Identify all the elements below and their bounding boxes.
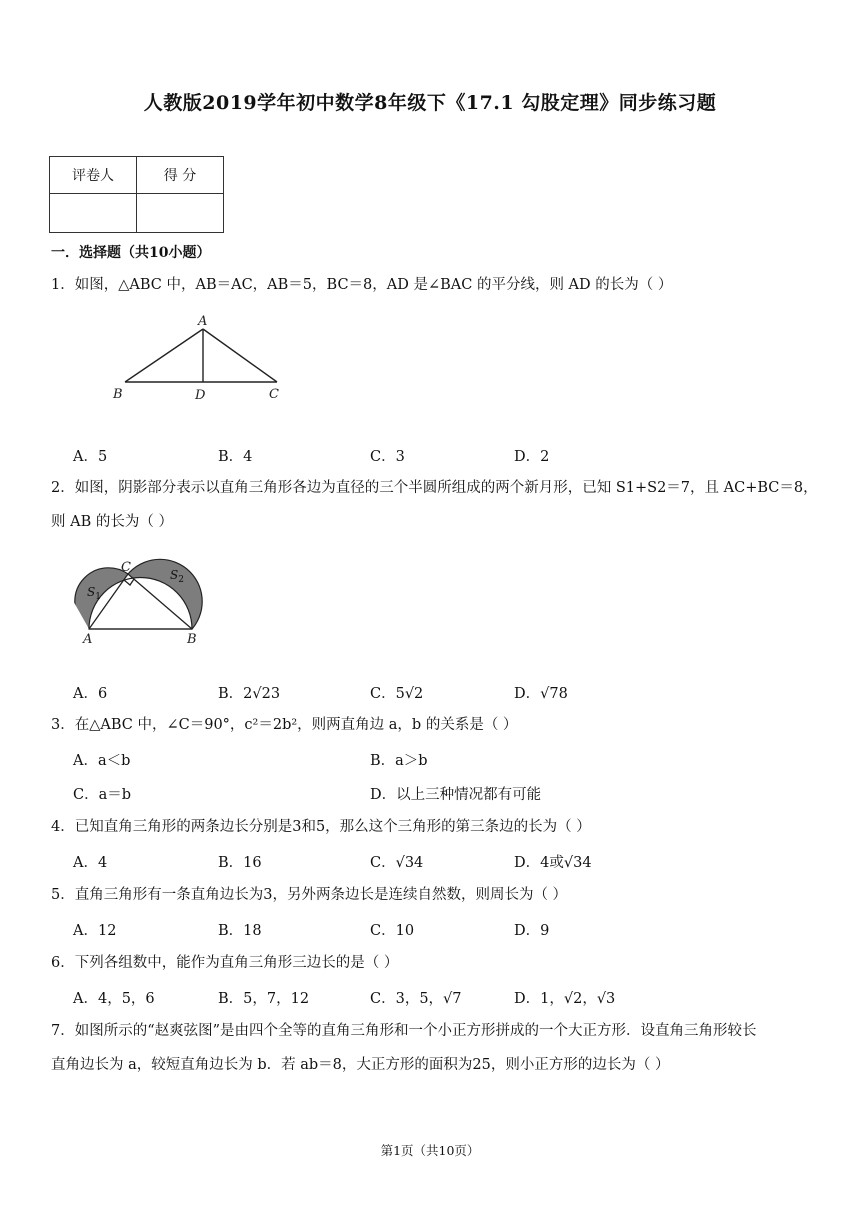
q4-option-a[interactable]: A．4: [73, 855, 108, 871]
q3-option-a[interactable]: A．a＜b: [73, 753, 131, 769]
crescent-figure-q2: [74, 556, 219, 648]
q2-option-c[interactable]: C．5√2: [370, 686, 424, 702]
triangle-figure-q1: [105, 312, 290, 407]
q1-option-a[interactable]: A．5: [73, 449, 108, 465]
q3-option-d[interactable]: D．以上三种情况都有可能: [370, 787, 542, 803]
q3-option-b[interactable]: B．a＞b: [370, 753, 428, 769]
q2-option-b[interactable]: B．2√23: [218, 686, 281, 702]
vertex-b-label: B: [113, 387, 123, 402]
s2-label: $S_2$: [170, 568, 184, 585]
q6-option-b[interactable]: B．5，7，12: [218, 991, 310, 1007]
question-1: 1．如图，△ABC 中，AB＝AC，AB＝5，BC＝8，AD 是∠BAC 的平分线，则 AD 的长为（ ）: [51, 277, 673, 293]
s1-label: $S_1$: [87, 585, 101, 602]
q4-option-b[interactable]: B．16: [218, 855, 262, 871]
q1-option-c[interactable]: C．3: [370, 449, 405, 465]
section-heading: 一．选择题（共10小题）: [51, 245, 211, 261]
q5-option-a[interactable]: A．12: [73, 923, 117, 939]
q1-option-b[interactable]: B．4: [218, 449, 253, 465]
question-4: 4．已知直角三角形的两条边长分别是3和5，那么这个三角形的第三条边的长为（ ）: [51, 819, 591, 835]
question-7-line-1: 7．如图所示的“赵爽弦图”是由四个全等的直角三角形和一个小正方形拼成的一个大正方形．设直角三角形较长: [51, 1023, 757, 1039]
q6-option-d[interactable]: D．1，√2，√3: [514, 991, 616, 1007]
vertex-a-label-q2: A: [83, 632, 93, 647]
vertex-a-label: A: [198, 314, 208, 329]
vertex-d-label: D: [195, 388, 206, 403]
q4-option-d[interactable]: D．4或√34: [514, 855, 592, 871]
score-header-score: 得 分: [137, 157, 224, 194]
question-2-line-2: 则 AB 的长为（ ）: [51, 514, 173, 530]
question-7-line-2: 直角边长为 a，较短直角边长为 b．若 ab＝8，大正方形的面积为25，则小正方形的边长为（ ）: [51, 1057, 670, 1073]
q6-option-a[interactable]: A．4，5，6: [73, 991, 155, 1007]
page-footer: 第1页（共10页）: [380, 1143, 480, 1158]
question-6: 6．下列各组数中，能作为直角三角形三边长的是（ ）: [51, 955, 399, 971]
score-header-grader: 评卷人: [50, 157, 137, 194]
q5-option-b[interactable]: B．18: [218, 923, 262, 939]
question-2-line-1: 2．如图，阴影部分表示以直角三角形各边为直径的三个半圆所组成的两个新月形，已知 S1+S2＝7，且 AC+BC＝8，: [51, 480, 818, 496]
page-title: 人教版2019学年初中数学8年级下《17.1 勾股定理》同步练习题: [143, 92, 717, 114]
vertex-c-label-q2: C: [121, 560, 131, 575]
vertex-c-label: C: [269, 387, 279, 402]
q5-option-d[interactable]: D．9: [514, 923, 550, 939]
q3-option-c[interactable]: C．a＝b: [73, 787, 132, 803]
score-cell-grader: [50, 194, 137, 233]
question-5: 5．直角三角形有一条直角边长为3，另外两条边长是连续自然数，则周长为（ ）: [51, 887, 568, 903]
q5-option-c[interactable]: C．10: [370, 923, 415, 939]
q6-option-c[interactable]: C．3，5，√7: [370, 991, 462, 1007]
score-table: [49, 156, 224, 233]
vertex-b-label-q2: B: [187, 632, 197, 647]
q1-option-d[interactable]: D．2: [514, 449, 550, 465]
q4-option-c[interactable]: C．√34: [370, 855, 424, 871]
question-3: 3．在△ABC 中，∠C＝90°，c²＝2b²，则两直角边 a，b 的关系是（ ）: [51, 717, 518, 733]
q2-option-d[interactable]: D．√78: [514, 686, 568, 702]
score-cell-score: [137, 194, 224, 233]
q2-option-a[interactable]: A．6: [73, 686, 108, 702]
